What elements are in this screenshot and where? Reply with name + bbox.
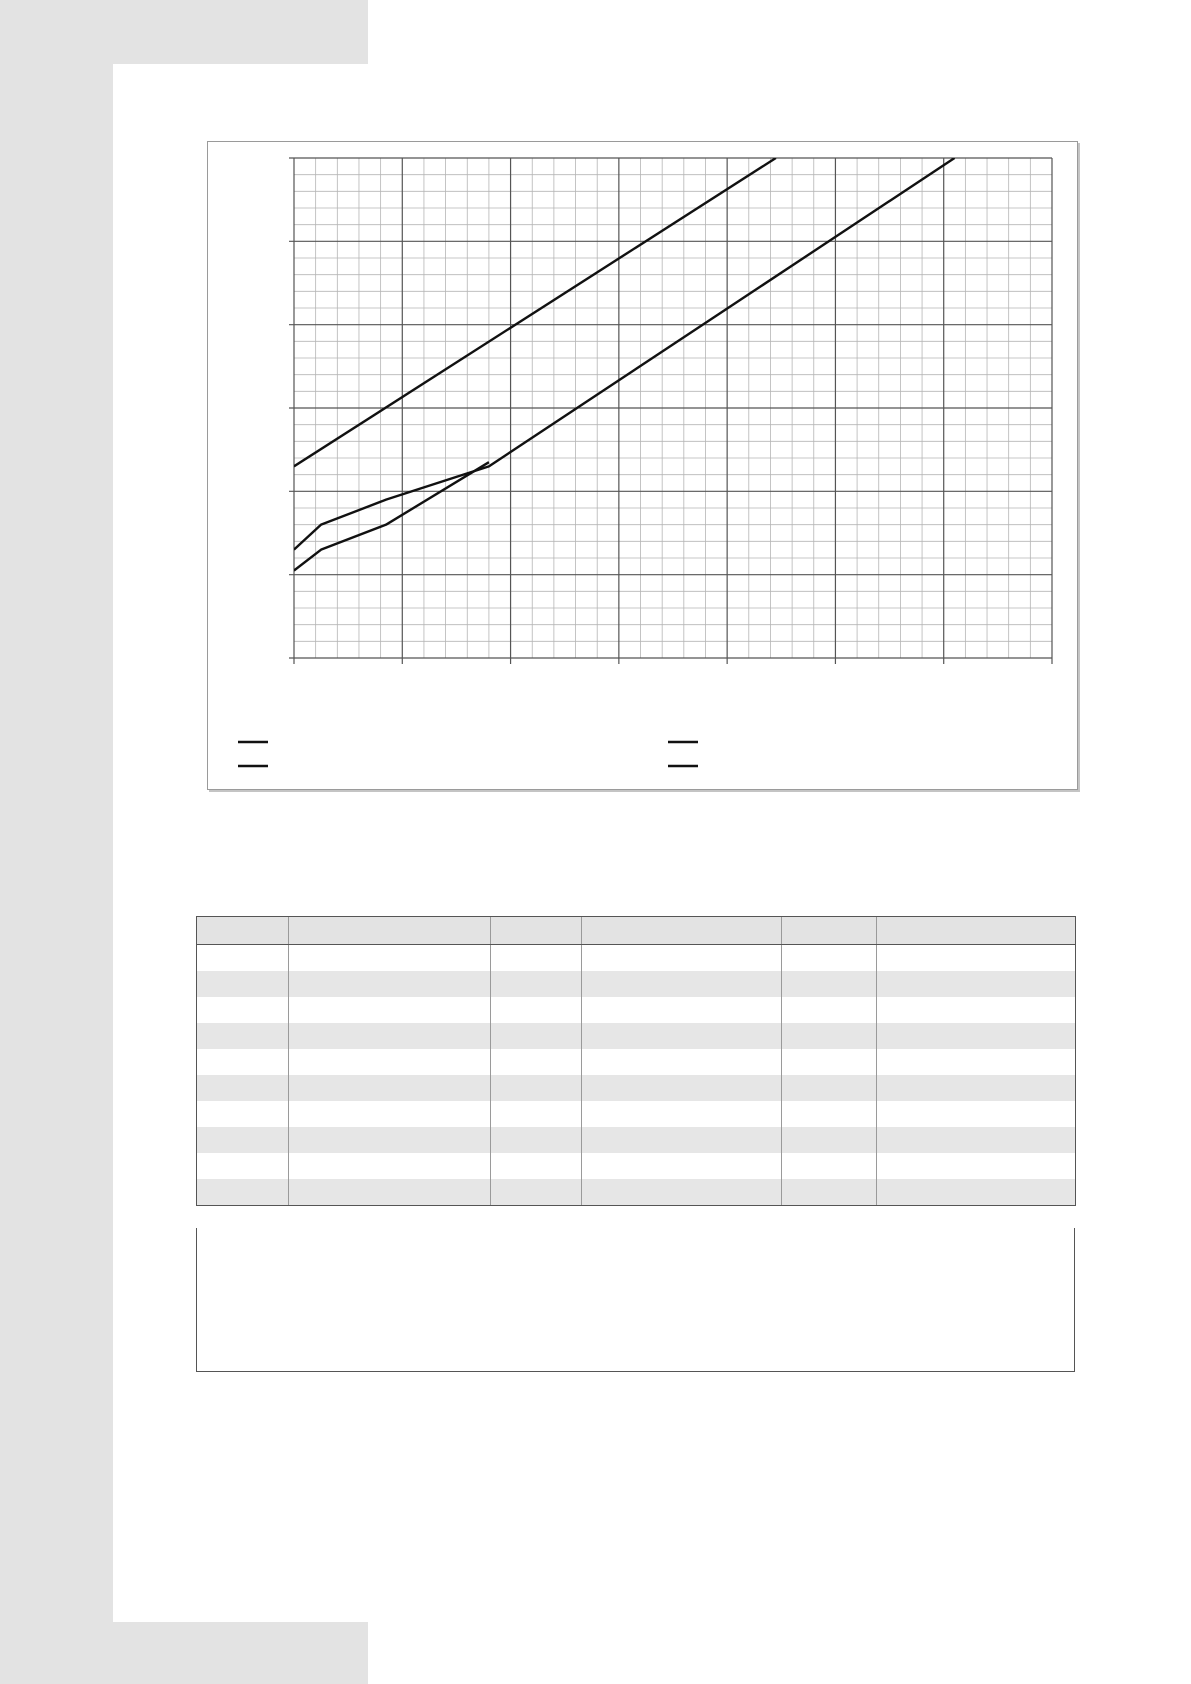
table-row — [197, 945, 1076, 972]
table-cell — [782, 1153, 877, 1179]
table-row — [197, 1101, 1076, 1127]
table-cell — [782, 1101, 877, 1127]
chart-plot — [208, 142, 1077, 789]
series-line-1 — [294, 158, 776, 466]
table-cell — [197, 971, 289, 997]
table-cell — [782, 1075, 877, 1101]
table-cell — [582, 1023, 782, 1049]
table-cell — [197, 1101, 289, 1127]
table-header-cell — [491, 917, 582, 945]
table-cell — [582, 971, 782, 997]
table-cell — [491, 1153, 582, 1179]
table-cell — [877, 1075, 1076, 1101]
table-cell — [782, 997, 877, 1023]
table-cell — [782, 1049, 877, 1075]
table-cell — [289, 1179, 491, 1206]
table-cell — [877, 1101, 1076, 1127]
table-cell — [491, 997, 582, 1023]
table-cell — [582, 1179, 782, 1206]
table-cell — [289, 1075, 491, 1101]
table-row — [197, 971, 1076, 997]
table-cell — [491, 971, 582, 997]
table-header-cell — [197, 917, 289, 945]
table-header-cell — [582, 917, 782, 945]
chart-series — [294, 158, 955, 571]
table-cell — [877, 997, 1076, 1023]
table-cell — [877, 1023, 1076, 1049]
table-header-cell — [782, 917, 877, 945]
table-cell — [782, 1127, 877, 1153]
table-cell — [491, 945, 582, 972]
table-cell — [582, 1101, 782, 1127]
table-row — [197, 1153, 1076, 1179]
table-cell — [289, 971, 491, 997]
table-cell — [289, 1101, 491, 1127]
table-cell — [877, 1127, 1076, 1153]
table-cell — [877, 945, 1076, 972]
table-cell — [197, 1153, 289, 1179]
table-cell — [877, 1153, 1076, 1179]
table-row — [197, 1075, 1076, 1101]
table-cell — [491, 1075, 582, 1101]
table-cell — [197, 997, 289, 1023]
table-header-cell — [289, 917, 491, 945]
table-cell — [491, 1023, 582, 1049]
page-margin-band — [0, 0, 113, 1684]
table-row — [197, 1127, 1076, 1153]
page-margin-tab-bottom — [0, 1622, 368, 1684]
table-cell — [491, 1101, 582, 1127]
table-cell — [289, 1153, 491, 1179]
table-cell — [782, 1023, 877, 1049]
table-cell — [289, 1023, 491, 1049]
table-cell — [197, 1179, 289, 1206]
table-body — [197, 945, 1076, 1206]
table-cell — [197, 1075, 289, 1101]
table-row — [197, 997, 1076, 1023]
table-header-row — [197, 917, 1076, 945]
notes-box — [196, 1228, 1075, 1372]
chart-legend — [238, 742, 698, 766]
table-cell — [491, 1049, 582, 1075]
table-cell — [197, 1127, 289, 1153]
table-cell — [877, 971, 1076, 997]
table-row — [197, 1023, 1076, 1049]
table-cell — [491, 1127, 582, 1153]
table-cell — [582, 1075, 782, 1101]
table-cell — [289, 1049, 491, 1075]
table-cell — [197, 945, 289, 972]
table-cell — [877, 1049, 1076, 1075]
table-row — [197, 1179, 1076, 1206]
table-cell — [582, 945, 782, 972]
table-cell — [582, 1049, 782, 1075]
table-cell — [782, 945, 877, 972]
table-header-cell — [877, 917, 1076, 945]
table-cell — [197, 1023, 289, 1049]
table-cell — [782, 1179, 877, 1206]
table-cell — [782, 971, 877, 997]
table-cell — [289, 1127, 491, 1153]
table-cell — [582, 997, 782, 1023]
table-cell — [491, 1179, 582, 1206]
table-cell — [582, 1127, 782, 1153]
series-line-3 — [294, 462, 489, 570]
table-cell — [877, 1179, 1076, 1206]
data-table — [196, 916, 1076, 1206]
table-cell — [289, 945, 491, 972]
table-cell — [197, 1049, 289, 1075]
table-cell — [582, 1153, 782, 1179]
table-row — [197, 1049, 1076, 1075]
chart-frame — [207, 141, 1078, 790]
table-cell — [289, 997, 491, 1023]
chart-grid — [289, 158, 1052, 664]
